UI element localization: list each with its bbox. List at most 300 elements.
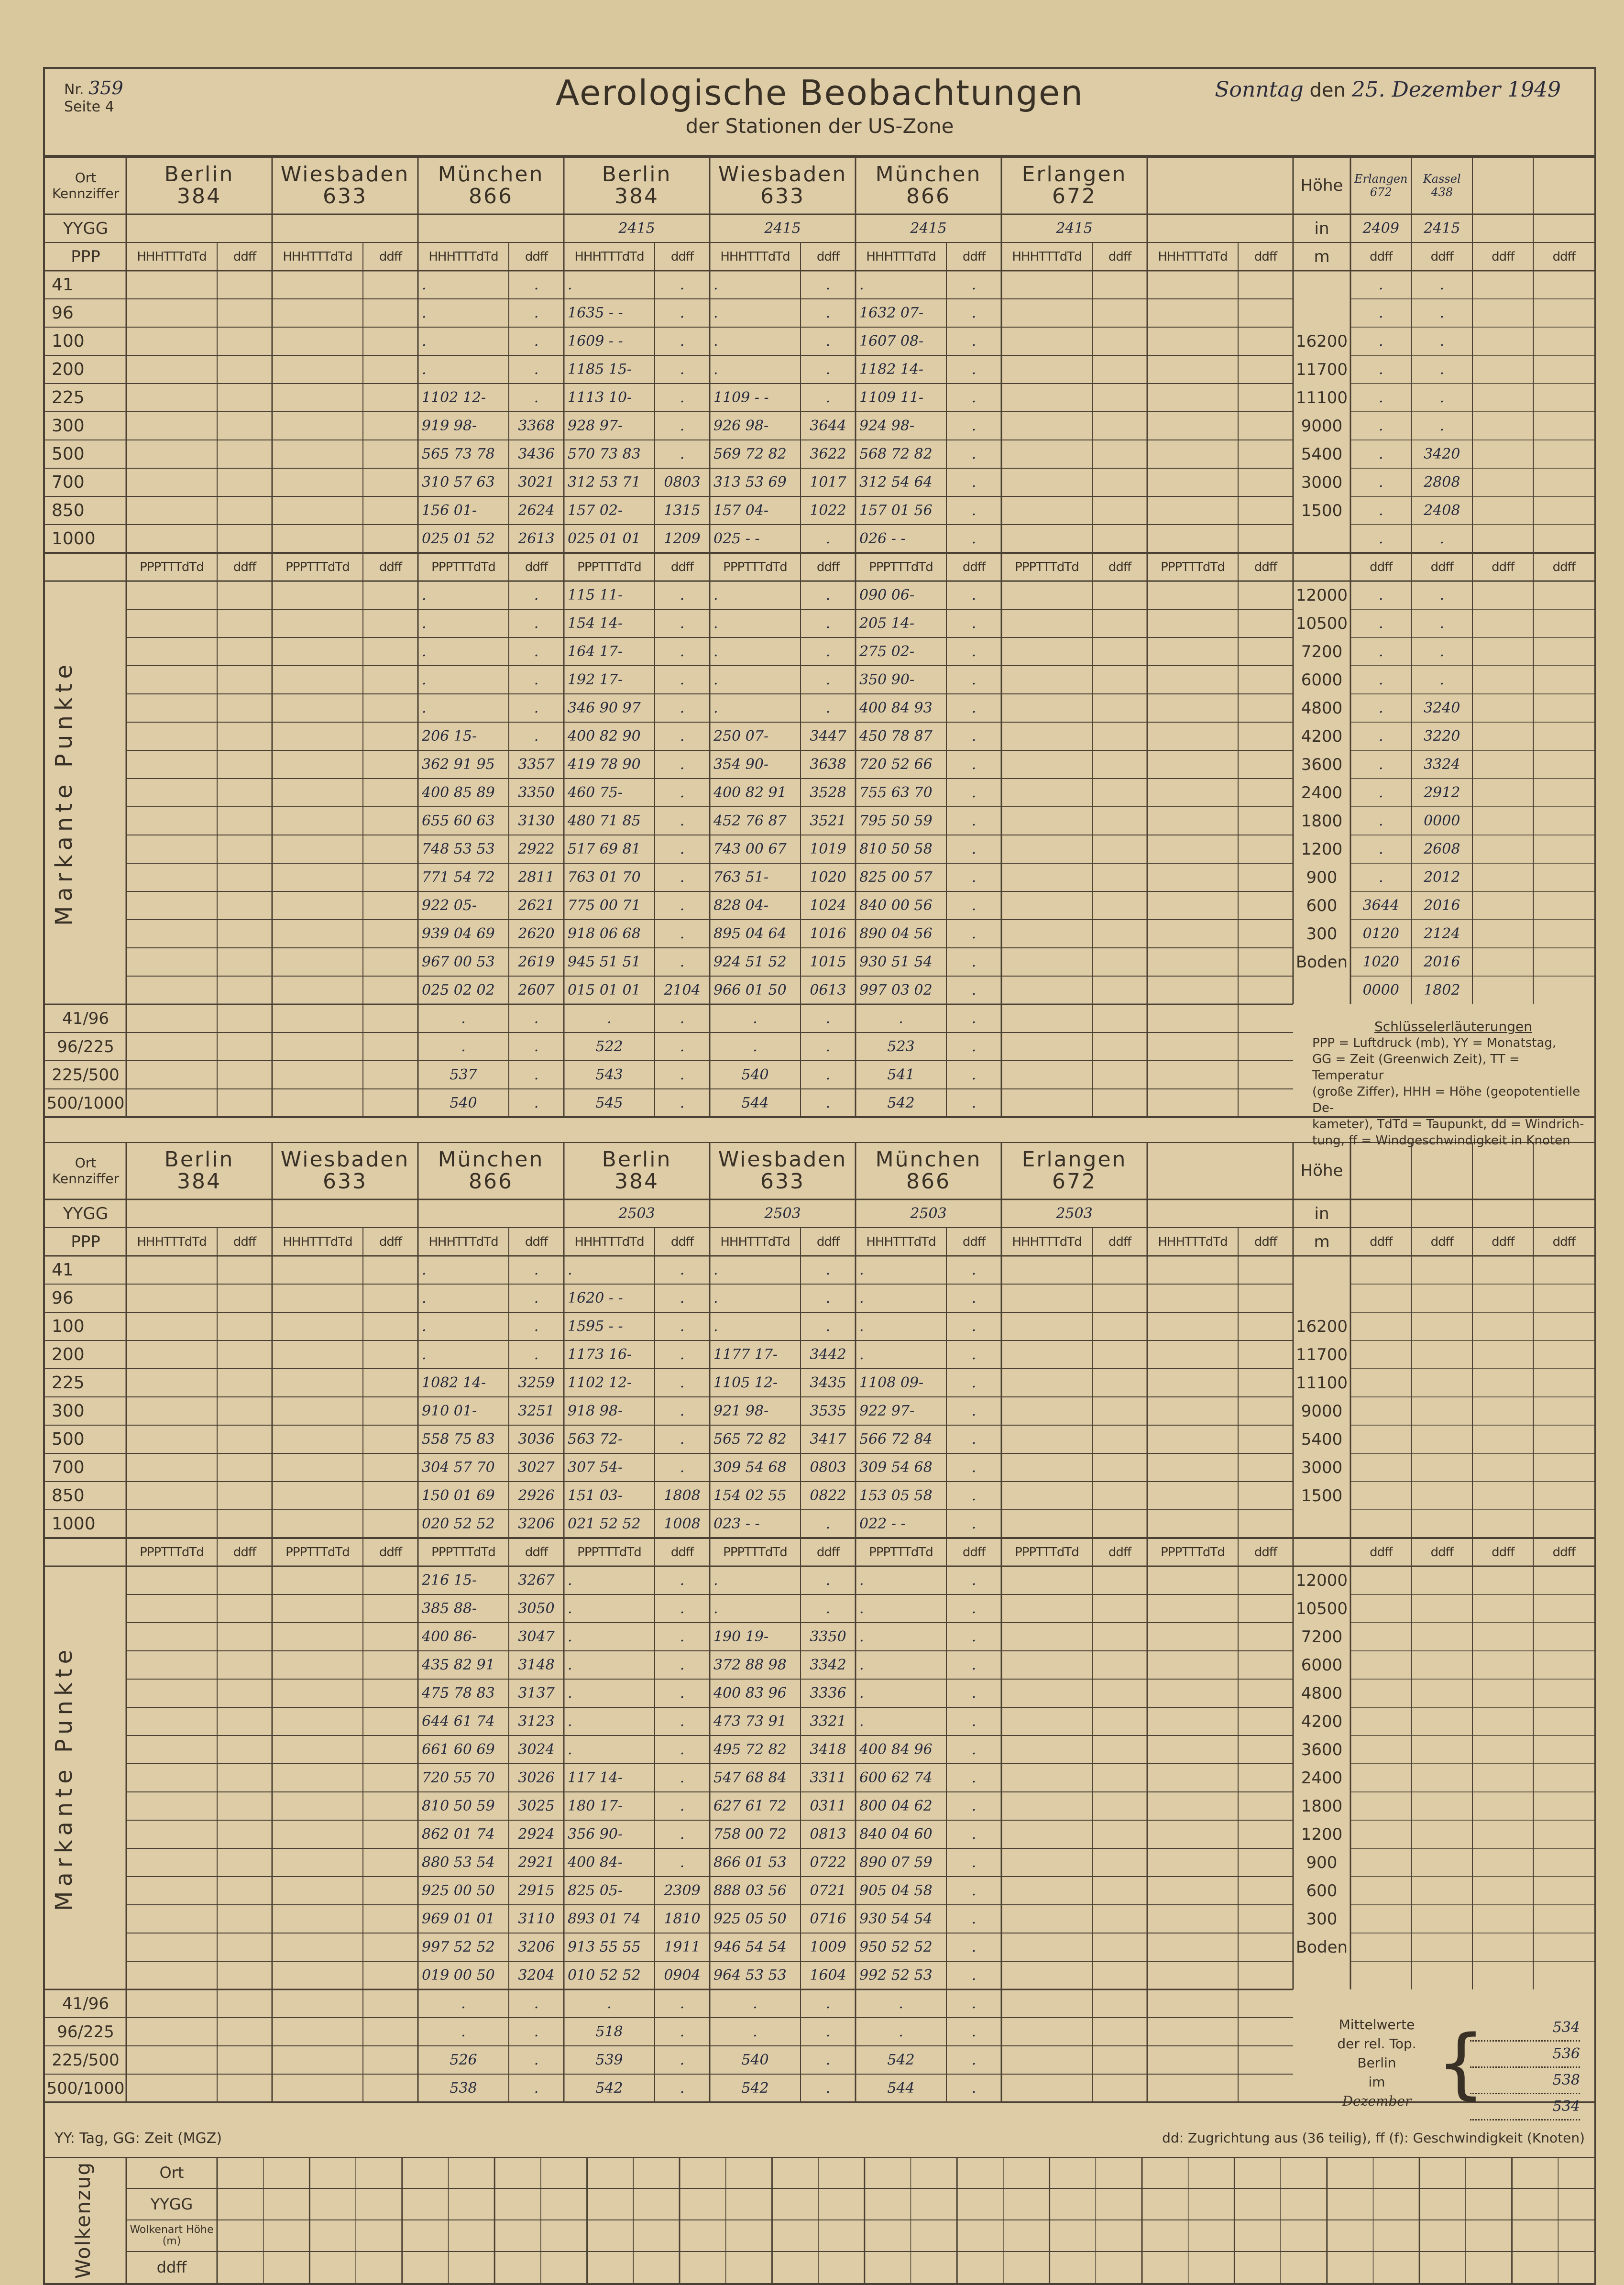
station-name: München xyxy=(875,1147,982,1172)
yygg-value: 2503 xyxy=(618,1205,655,1222)
mark-cell xyxy=(272,807,367,835)
extra-mark-cell xyxy=(1472,948,1534,976)
data-cell xyxy=(272,468,367,496)
top-cell: . xyxy=(899,1995,903,2012)
hoehe-mark-value: 300 xyxy=(1306,1909,1338,1929)
mark-cell xyxy=(1092,1764,1147,1792)
mark-cell xyxy=(217,1933,272,1961)
mark-cell: . xyxy=(971,1911,977,1927)
mark-cell xyxy=(217,1736,272,1764)
mark-cell: 025 02 02 xyxy=(422,982,495,999)
hoehe-label: Höhe xyxy=(1300,1161,1343,1180)
mark-cell xyxy=(363,835,418,863)
mark-cell xyxy=(363,1961,418,1989)
data-cell xyxy=(363,384,418,412)
data-cell: 1315 xyxy=(664,502,701,519)
mark-cell: 1016 xyxy=(810,925,846,942)
mark-cell xyxy=(1092,1933,1147,1961)
station-id: 633 xyxy=(760,184,805,209)
mark-cell xyxy=(1001,863,1096,891)
mark-cell xyxy=(1001,637,1096,666)
mark-cell xyxy=(272,779,367,807)
extra-station-header xyxy=(1472,157,1534,214)
mark-cell: 720 55 70 xyxy=(422,1769,495,1786)
data-cell: . xyxy=(859,1346,864,1363)
ddff-column-label: ddff xyxy=(1492,1545,1514,1560)
pressure-level-label: 200 xyxy=(52,360,85,379)
top-cell: . xyxy=(534,1038,539,1055)
data-cell: 569 72 82 xyxy=(713,446,787,462)
data-cell: 568 72 82 xyxy=(859,446,933,462)
mark-cell: . xyxy=(971,700,977,716)
mark-cell xyxy=(126,1820,221,1848)
data-cell: 1632 07- xyxy=(859,305,924,321)
top-cell: . xyxy=(825,1066,831,1083)
mark-cell: 400 82 90 xyxy=(568,728,641,745)
mark-cell: 1019 xyxy=(810,841,846,857)
mark-cell: . xyxy=(568,1713,572,1730)
form-header xyxy=(45,69,1594,157)
station-id: 384 xyxy=(614,1169,659,1194)
top-cell: 540 xyxy=(741,2052,769,2068)
extra-data-cell: . xyxy=(1378,474,1383,491)
mark-cell: 945 51 51 xyxy=(568,954,641,970)
ddff-column-label: ddff xyxy=(1108,249,1131,264)
top-cell xyxy=(217,2046,272,2074)
mark-cell xyxy=(1001,1905,1096,1933)
mark-cell xyxy=(363,976,418,1004)
data-cell: . xyxy=(534,1290,539,1307)
top-cell: 526 xyxy=(450,2052,477,2068)
mark-cell: 661 60 69 xyxy=(422,1741,495,1758)
data-cell xyxy=(217,1482,272,1510)
hoehe-mark-value: 900 xyxy=(1306,868,1338,887)
mark-cell: 2607 xyxy=(518,982,555,999)
mark-cell: 3321 xyxy=(810,1713,846,1730)
mark-cell xyxy=(363,891,418,920)
data-cell xyxy=(1001,1453,1096,1482)
mark-cell: 3350 xyxy=(518,784,555,801)
yygg-value xyxy=(272,1199,418,1228)
data-cell: 566 72 84 xyxy=(859,1431,933,1448)
ppp-column-label: PPPTTTdTd xyxy=(723,1545,787,1560)
data-cell: 1182 14- xyxy=(859,361,924,378)
hhh-column-label: HHHTTTdTd xyxy=(720,1234,790,1249)
footer-right: dd: Zugrichtung aus (36 teilig), ff (f): Geschwindigkeit (Knoten) xyxy=(1162,2130,1585,2146)
data-cell xyxy=(363,496,418,525)
extra-yygg-value xyxy=(1472,214,1534,242)
top-cell xyxy=(126,1004,217,1033)
mark-cell: 862 01 74 xyxy=(422,1826,495,1843)
mark-cell: . xyxy=(422,671,427,688)
data-cell: 023 - - xyxy=(713,1516,760,1532)
mark-cell: 3311 xyxy=(810,1769,846,1786)
top-cell: . xyxy=(753,2023,757,2040)
top-cell xyxy=(1001,1989,1092,2018)
mark-cell xyxy=(217,694,272,722)
data-cell xyxy=(363,1510,418,1538)
mark-cell: . xyxy=(422,615,427,632)
mark-cell xyxy=(363,863,418,891)
ppp-column-label: PPPTTTdTd xyxy=(431,560,495,574)
data-cell: 563 72- xyxy=(568,1431,623,1448)
ddff-column-label: ddff xyxy=(816,1234,840,1249)
station-header xyxy=(1147,1142,1293,1199)
data-cell: 310 57 63 xyxy=(422,474,495,491)
mark-cell xyxy=(126,779,221,807)
mark-cell: . xyxy=(680,671,685,688)
top-cell: . xyxy=(971,1095,977,1111)
station-header xyxy=(1001,157,1147,214)
ppp-column-label: PPPTTTdTd xyxy=(140,560,204,574)
extra-mark-cell: 0000 xyxy=(1424,813,1460,829)
data-cell xyxy=(217,384,272,412)
mark-cell: . xyxy=(680,813,685,829)
extra-mark-cell xyxy=(1472,779,1534,807)
mark-cell: 925 00 50 xyxy=(422,1882,495,1899)
data-cell: 918 98- xyxy=(568,1403,623,1419)
data-cell xyxy=(1092,299,1147,327)
extra-mark-cell: . xyxy=(1378,756,1383,773)
top-cell xyxy=(126,2018,217,2046)
top-cell: . xyxy=(534,2080,539,2097)
mark-cell: 2811 xyxy=(518,869,555,886)
mark-cell xyxy=(363,807,418,835)
extra-mark-cell: 3644 xyxy=(1362,897,1399,914)
data-cell: . xyxy=(680,276,685,293)
pressure-level-label: 500 xyxy=(52,444,85,464)
ddff-column-label: ddff xyxy=(1492,560,1514,574)
data-cell: 3417 xyxy=(810,1431,846,1448)
mark-cell: 3123 xyxy=(518,1713,555,1730)
mark-cell: . xyxy=(713,587,718,604)
extra-data-cell: . xyxy=(1439,361,1445,378)
top-cell: . xyxy=(971,1038,977,1055)
data-cell: 312 54 64 xyxy=(859,474,933,491)
mark-cell xyxy=(217,1594,272,1623)
data-cell xyxy=(217,412,272,440)
extra-mark-cell: 0120 xyxy=(1362,925,1399,942)
top-cell xyxy=(217,1033,272,1061)
data-cell: . xyxy=(534,305,539,321)
data-cell xyxy=(126,1340,221,1369)
hhh-column-label: HHHTTTdTd xyxy=(866,1234,936,1249)
top-cell: . xyxy=(680,2023,685,2040)
extra-mark-cell: . xyxy=(1378,587,1383,604)
top-cell xyxy=(1092,2018,1147,2046)
mark-cell: 720 52 66 xyxy=(859,756,933,773)
data-cell: 020 52 52 xyxy=(422,1516,495,1532)
top-cell: . xyxy=(971,1010,977,1027)
markante-punkte-label xyxy=(51,1566,77,1989)
data-cell xyxy=(126,1284,221,1312)
pressure-level-label: 1000 xyxy=(52,529,96,549)
top-cell xyxy=(1092,1989,1147,2018)
data-cell xyxy=(126,271,221,299)
data-cell: 565 72 82 xyxy=(713,1431,787,1448)
data-cell xyxy=(126,468,221,496)
extra-data-cell xyxy=(1534,440,1595,468)
hoehe-mark-value: 3600 xyxy=(1301,1740,1343,1759)
mark-cell xyxy=(1092,694,1147,722)
station-name: Berlin xyxy=(164,1147,234,1172)
extra-mark-cell xyxy=(1534,581,1595,609)
extra-mark-cell: 3220 xyxy=(1424,728,1460,745)
extra-data-cell xyxy=(1472,384,1534,412)
data-cell xyxy=(217,1425,272,1453)
mark-cell: . xyxy=(680,784,685,801)
mark-cell xyxy=(217,920,272,948)
mark-cell xyxy=(1001,1707,1096,1736)
mark-cell xyxy=(1092,750,1147,779)
data-cell: . xyxy=(568,1262,572,1278)
mark-cell xyxy=(363,1651,418,1679)
mark-cell xyxy=(217,1848,272,1877)
mark-cell xyxy=(272,920,367,948)
data-cell: 156 01- xyxy=(422,502,477,519)
top-cell: . xyxy=(753,1038,757,1055)
ddff-column-label: ddff xyxy=(1552,1545,1575,1560)
mark-cell: 2309 xyxy=(664,1882,701,1899)
mark-cell: 154 14- xyxy=(568,615,623,632)
top-cell xyxy=(126,2046,217,2074)
data-cell xyxy=(363,412,418,440)
mark-cell: . xyxy=(568,1741,572,1758)
extra-mark-cell xyxy=(1534,637,1595,666)
mark-cell: 362 91 95 xyxy=(422,756,495,773)
extra-data-cell xyxy=(1472,299,1534,327)
mark-cell: 3050 xyxy=(518,1600,555,1617)
mark-cell: 400 84- xyxy=(568,1854,623,1871)
extra-mark-cell xyxy=(1472,835,1534,863)
data-cell xyxy=(363,327,418,355)
hoehe-value: 16200 xyxy=(1295,331,1348,351)
mark-cell xyxy=(1001,1736,1096,1764)
extra-station-header: Kassel 438 xyxy=(1423,172,1461,199)
mark-cell: . xyxy=(680,1769,685,1786)
mark-cell xyxy=(272,1764,367,1792)
station-name: München xyxy=(438,162,544,187)
top-cell xyxy=(217,1061,272,1089)
mark-cell: . xyxy=(825,671,831,688)
data-cell: . xyxy=(971,1431,977,1448)
data-cell xyxy=(126,327,221,355)
data-cell: 1609 - - xyxy=(568,333,623,350)
mark-cell: 3130 xyxy=(518,813,555,829)
mark-cell xyxy=(272,722,367,750)
mark-cell: 997 03 02 xyxy=(859,982,933,999)
data-cell: 3442 xyxy=(810,1346,846,1363)
data-cell: 022 - - xyxy=(859,1516,906,1532)
ort-label: Ort xyxy=(75,170,97,186)
mark-cell: 206 15- xyxy=(422,728,477,745)
data-cell xyxy=(1092,1256,1147,1284)
mark-cell xyxy=(1092,1905,1147,1933)
mark-cell: . xyxy=(971,643,977,660)
top-cell: . xyxy=(534,1066,539,1083)
mark-cell: 400 82 91 xyxy=(713,784,787,801)
data-cell: . xyxy=(971,389,977,406)
top-cell: 538 xyxy=(450,2080,477,2097)
mark-cell: 825 05- xyxy=(568,1882,623,1899)
top-cell xyxy=(272,2018,363,2046)
data-cell: 1113 10- xyxy=(568,389,632,406)
data-cell xyxy=(1001,355,1096,384)
extra-mark-cell: . xyxy=(1439,671,1445,688)
extra-data-cell: . xyxy=(1378,417,1383,434)
mark-cell: 950 52 52 xyxy=(859,1939,933,1955)
extra-mark-cell: 2912 xyxy=(1424,784,1460,801)
mark-cell xyxy=(126,1623,221,1651)
mark-cell: . xyxy=(713,615,718,632)
yygg-value xyxy=(126,1199,272,1228)
extra-data-cell: . xyxy=(1378,276,1383,293)
mark-cell: 205 14- xyxy=(859,615,915,632)
mark-cell: 2621 xyxy=(518,897,555,914)
data-cell xyxy=(272,1510,367,1538)
mark-cell: . xyxy=(825,1600,831,1617)
extra-data-cell: . xyxy=(1439,530,1445,547)
data-cell: . xyxy=(971,417,977,434)
data-cell xyxy=(1001,1340,1096,1369)
data-cell xyxy=(363,299,418,327)
data-cell xyxy=(1001,327,1096,355)
den-label: den xyxy=(1309,79,1346,101)
yygg-value: 2415 xyxy=(764,220,801,237)
ddff-column-label: ddff xyxy=(962,560,986,574)
mark-cell: 3447 xyxy=(810,728,846,745)
mark-cell xyxy=(363,1905,418,1933)
top-cell: . xyxy=(461,1010,466,1027)
data-cell xyxy=(363,1312,418,1340)
data-cell xyxy=(272,1425,367,1453)
mark-cell: 600 62 74 xyxy=(859,1769,933,1786)
hhh-column-label: HHHTTTdTd xyxy=(574,249,644,264)
data-cell xyxy=(1001,1425,1096,1453)
data-cell xyxy=(217,1369,272,1397)
data-cell: 021 52 52 xyxy=(568,1516,641,1532)
mark-cell xyxy=(126,1679,221,1707)
hoehe-mark-value xyxy=(1293,1961,1350,1989)
ppp-column-label: PPPTTTdTd xyxy=(285,1545,350,1560)
mark-cell: . xyxy=(859,1685,864,1702)
mark-cell xyxy=(126,1764,221,1792)
mark-cell: 997 52 52 xyxy=(422,1939,495,1955)
extra-data-cell: . xyxy=(1439,305,1445,321)
ddff-column-label: ddff xyxy=(1552,249,1575,264)
station-header xyxy=(564,1142,710,1199)
data-cell: 924 98- xyxy=(859,417,915,434)
extra-mark-cell xyxy=(1472,666,1534,694)
top-cell xyxy=(1001,2018,1092,2046)
mark-cell: 1015 xyxy=(810,954,846,970)
extra-data-cell: . xyxy=(1378,305,1383,321)
mark-cell: 890 07 59 xyxy=(859,1854,933,1871)
top-cell: 523 xyxy=(887,1038,915,1055)
ddff-column-label: ddff xyxy=(1370,1545,1393,1560)
data-cell xyxy=(126,299,221,327)
data-cell: . xyxy=(825,333,831,350)
mark-cell xyxy=(1092,1848,1147,1877)
mark-cell: 890 04 56 xyxy=(859,925,933,942)
data-cell: 307 54- xyxy=(568,1459,623,1476)
yygg-value: 2503 xyxy=(1056,1205,1093,1222)
extra-mark-cell: . xyxy=(1439,615,1445,632)
mark-cell xyxy=(1092,1877,1147,1905)
station-name: München xyxy=(875,162,982,187)
station-id: 384 xyxy=(614,184,659,209)
mark-cell: 495 72 82 xyxy=(713,1741,787,1758)
extra-mark-cell xyxy=(1534,666,1595,694)
extra-data-cell xyxy=(1472,440,1534,468)
mark-cell xyxy=(363,722,418,750)
extra-data-cell: . xyxy=(1378,333,1383,350)
data-cell: . xyxy=(568,276,572,293)
data-cell xyxy=(1092,1510,1147,1538)
mark-cell: 015 01 01 xyxy=(568,982,641,999)
mark-cell xyxy=(217,1764,272,1792)
data-cell: . xyxy=(859,1262,864,1278)
top-cell: . xyxy=(753,1995,757,2012)
data-cell xyxy=(217,440,272,468)
wolkenzug-text: Wolkenzug xyxy=(71,2161,95,2279)
weekday: Sonntag xyxy=(1215,77,1304,102)
top-cell: . xyxy=(971,2080,977,2097)
hoehe-value: 9000 xyxy=(1301,416,1343,436)
mark-cell: 1604 xyxy=(810,1967,846,1984)
data-cell: . xyxy=(713,1262,718,1278)
mark-cell xyxy=(217,976,272,1004)
mark-cell: 3148 xyxy=(518,1657,555,1673)
ddff-column-label: ddff xyxy=(1552,560,1575,574)
station-header xyxy=(564,157,710,214)
hoehe-value: 5400 xyxy=(1301,1429,1343,1449)
yygg-value xyxy=(1147,1199,1293,1228)
top-cell: 541 xyxy=(887,1066,915,1083)
data-cell xyxy=(217,1256,272,1284)
data-cell: . xyxy=(680,1318,685,1335)
data-cell: 3021 xyxy=(518,474,555,491)
extra-station-header xyxy=(1534,157,1595,214)
mark-cell xyxy=(1001,1792,1096,1820)
data-cell: 157 01 56 xyxy=(859,502,933,519)
data-cell: . xyxy=(971,1318,977,1335)
mark-cell xyxy=(126,1933,221,1961)
data-cell: . xyxy=(971,530,977,547)
mark-cell xyxy=(363,637,418,666)
mark-cell xyxy=(1092,1594,1147,1623)
mark-cell xyxy=(1001,1933,1096,1961)
data-cell: 2926 xyxy=(518,1487,555,1504)
ddff-column-label: ddff xyxy=(1430,249,1453,264)
mark-cell xyxy=(217,1820,272,1848)
mark-cell: . xyxy=(680,1741,685,1758)
extra-data-cell xyxy=(1534,271,1595,299)
mark-cell: . xyxy=(971,1685,977,1702)
data-cell xyxy=(1001,1482,1096,1510)
data-cell xyxy=(217,525,272,553)
mark-cell: 3024 xyxy=(518,1741,555,1758)
mark-cell: 1810 xyxy=(664,1911,701,1927)
hoehe-mark-value: 1200 xyxy=(1301,839,1343,859)
top-cell: . xyxy=(825,1010,831,1027)
mark-cell: 905 04 58 xyxy=(859,1882,933,1899)
extra-data-cell: . xyxy=(1378,361,1383,378)
pressure-level-label: 41 xyxy=(52,275,74,295)
mark-cell: . xyxy=(534,700,539,716)
mark-cell: 517 69 81 xyxy=(568,841,641,857)
mark-cell: . xyxy=(859,1657,864,1673)
